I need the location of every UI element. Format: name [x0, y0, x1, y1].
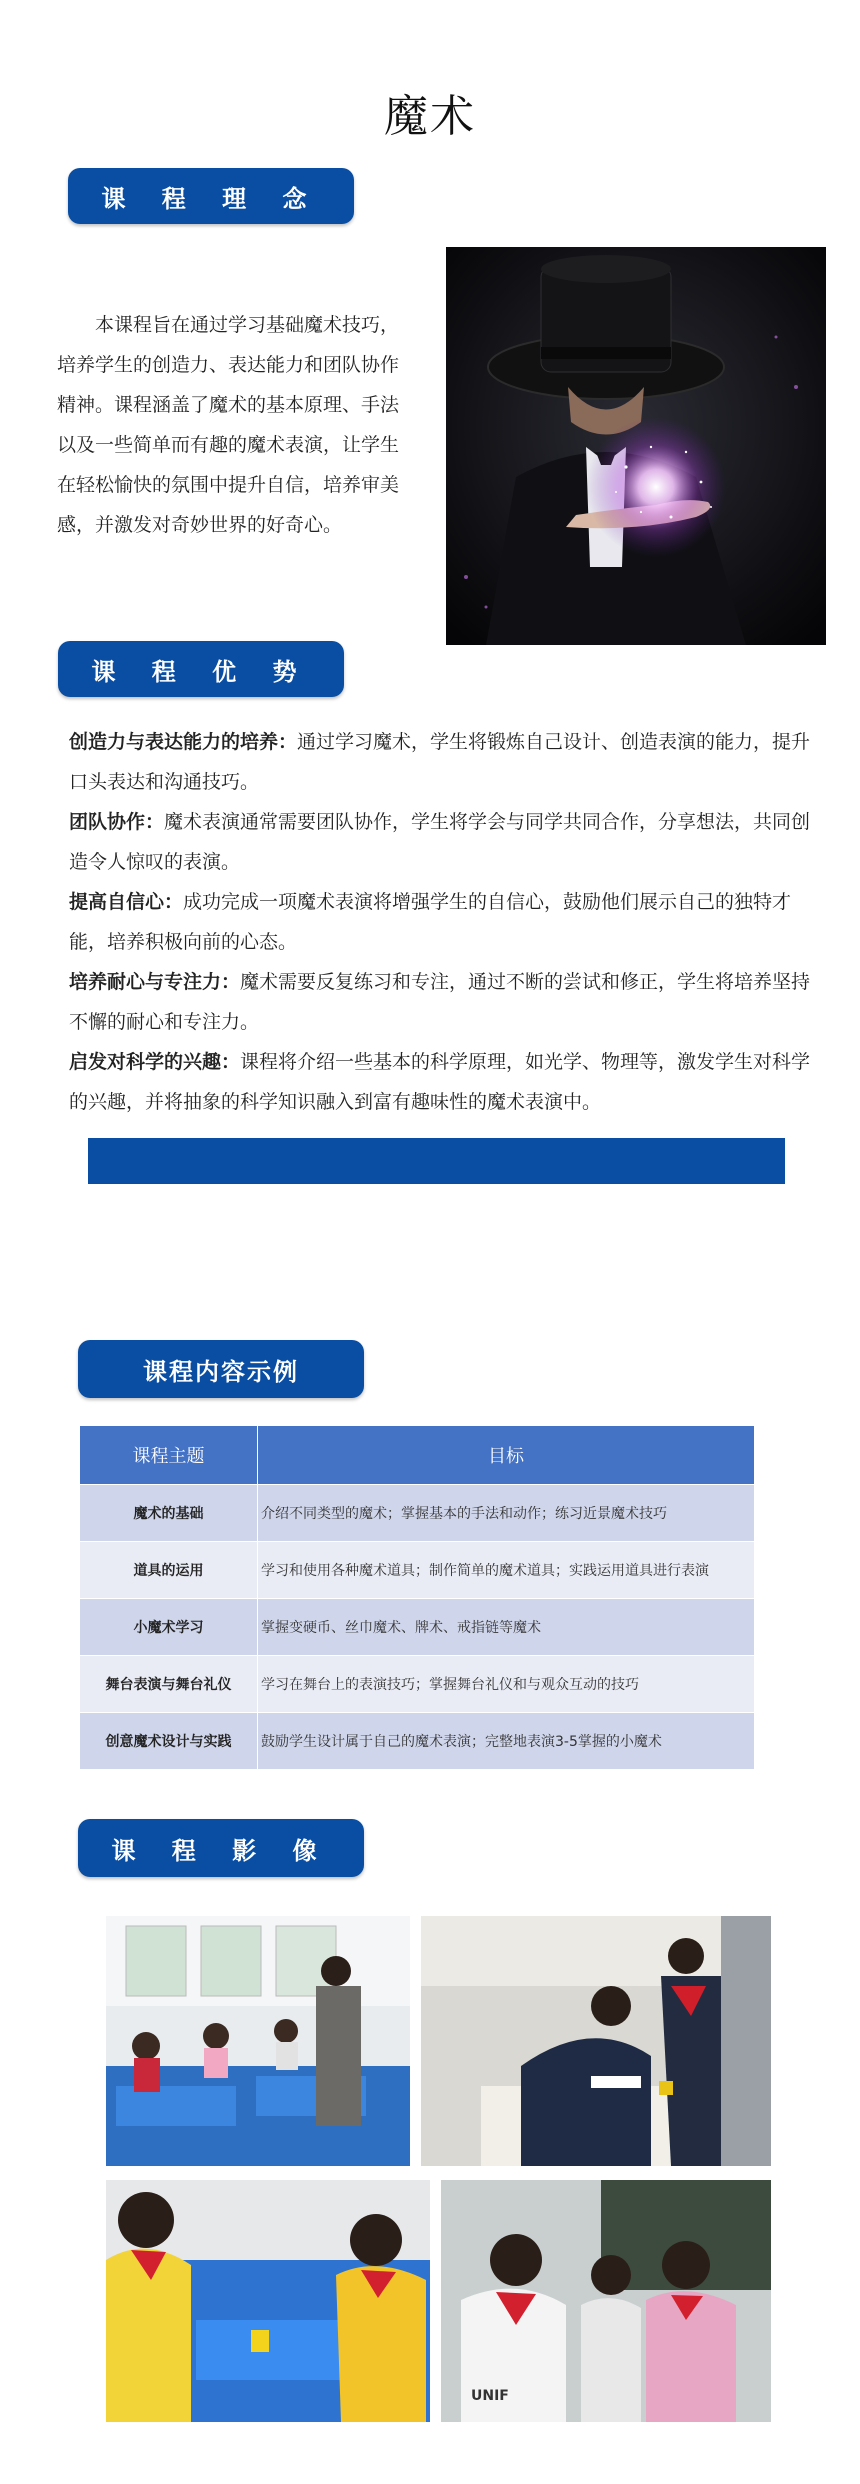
- table-row: [80, 1713, 755, 1770]
- advantage-label: 培养耐心与专注力：: [69, 971, 241, 993]
- row-goal: 学习在舞台上的表演技巧；掌握舞台礼仪和与观众互动的技巧: [258, 1656, 755, 1713]
- section-heading-advantages: 课 程 优 势: [58, 641, 344, 697]
- magician-photo: [446, 247, 826, 645]
- page-title: 魔术: [384, 91, 476, 142]
- course-content-table: [79, 1425, 755, 1770]
- advantage-item: [69, 882, 821, 962]
- advantage-item: [69, 722, 821, 802]
- table-row: [80, 1599, 755, 1656]
- row-goal: 掌握变硬币、丝巾魔术、牌术、戒指链等魔术: [258, 1599, 755, 1656]
- gallery-photo-demonstration: [421, 1916, 771, 2166]
- advantage-item: [69, 1042, 821, 1122]
- row-topic: 小魔术学习: [80, 1599, 258, 1656]
- gallery-photo-students-table: [106, 2180, 430, 2422]
- header-goal: 目标: [258, 1426, 755, 1485]
- advantage-label: 启发对科学的兴趣：: [69, 1051, 241, 1073]
- header-topic: 课程主题: [80, 1426, 258, 1485]
- row-goal: 学习和使用各种魔术道具；制作简单的魔术道具；实践运用道具进行表演: [258, 1542, 755, 1599]
- table-row: [80, 1485, 755, 1542]
- row-topic: 道具的运用: [80, 1542, 258, 1599]
- advantage-item: [69, 802, 821, 882]
- advantage-label: 提高自信心：: [69, 891, 184, 913]
- magician-illustration: [446, 247, 826, 645]
- row-goal: 鼓励学生设计属于自己的魔术表演；完整地表演3-5掌握的小魔术: [258, 1713, 755, 1770]
- advantage-label: 团队协作：: [69, 811, 165, 833]
- advantage-text: 魔术表演通常需要团队协作，学生将学会与同学共同合作，分享想法，共同创造令人惊叹的表演。: [69, 811, 811, 873]
- table-row: [80, 1656, 755, 1713]
- advantage-text: 课程将介绍一些基本的科学原理，如光学、物理等，激发学生对科学的兴趣，并将抽象的科学知识融入到富有趣味性的魔术表演中。: [69, 1051, 811, 1113]
- row-topic: 魔术的基础: [80, 1485, 258, 1542]
- row-topic: 创意魔术设计与实践: [80, 1713, 258, 1770]
- advantage-text: 通过学习魔术，学生将锻炼自己设计、创造表演的能力，提升口头表达和沟通技巧。: [69, 731, 811, 793]
- section-heading-content: 课程内容示例: [78, 1340, 364, 1398]
- table-row: [80, 1542, 755, 1599]
- intro-paragraph: 本课程旨在通过学习基础魔术技巧，培养学生的创造力、表达能力和团队协作精神。课程涵盖了魔术的基本原理、手法以及一些简单而有趣的魔术表演，让学生在轻松愉快的氛围中提升自信，培养审美感，并激发对奇妙世界的好奇心。: [57, 314, 400, 536]
- table-header-row: [80, 1426, 755, 1485]
- advantage-item: [69, 962, 821, 1042]
- section-heading-gallery: 课 程 影 像: [78, 1819, 364, 1877]
- section-heading-concept: 课 程 理 念: [68, 168, 354, 224]
- gallery-photo-girls: [441, 2180, 771, 2422]
- advantages-list: [69, 722, 821, 1122]
- row-goal: 介绍不同类型的魔术；掌握基本的手法和动作；练习近景魔术技巧: [258, 1485, 755, 1542]
- advantage-text: 成功完成一项魔术表演将增强学生的自信心，鼓励他们展示自己的独特才能，培养积极向前的心态。: [69, 891, 792, 953]
- row-topic: 舞台表演与舞台礼仪: [80, 1656, 258, 1713]
- advantage-text: 魔术需要反复练习和专注，通过不断的尝试和修正，学生将培养坚持不懈的耐心和专注力。: [69, 971, 811, 1033]
- shirt-text: UNIF: [471, 2388, 509, 2404]
- divider-bar: [88, 1138, 785, 1184]
- advantage-label: 创造力与表达能力的培养：: [69, 731, 298, 753]
- gallery-photo-classroom: [106, 1916, 410, 2166]
